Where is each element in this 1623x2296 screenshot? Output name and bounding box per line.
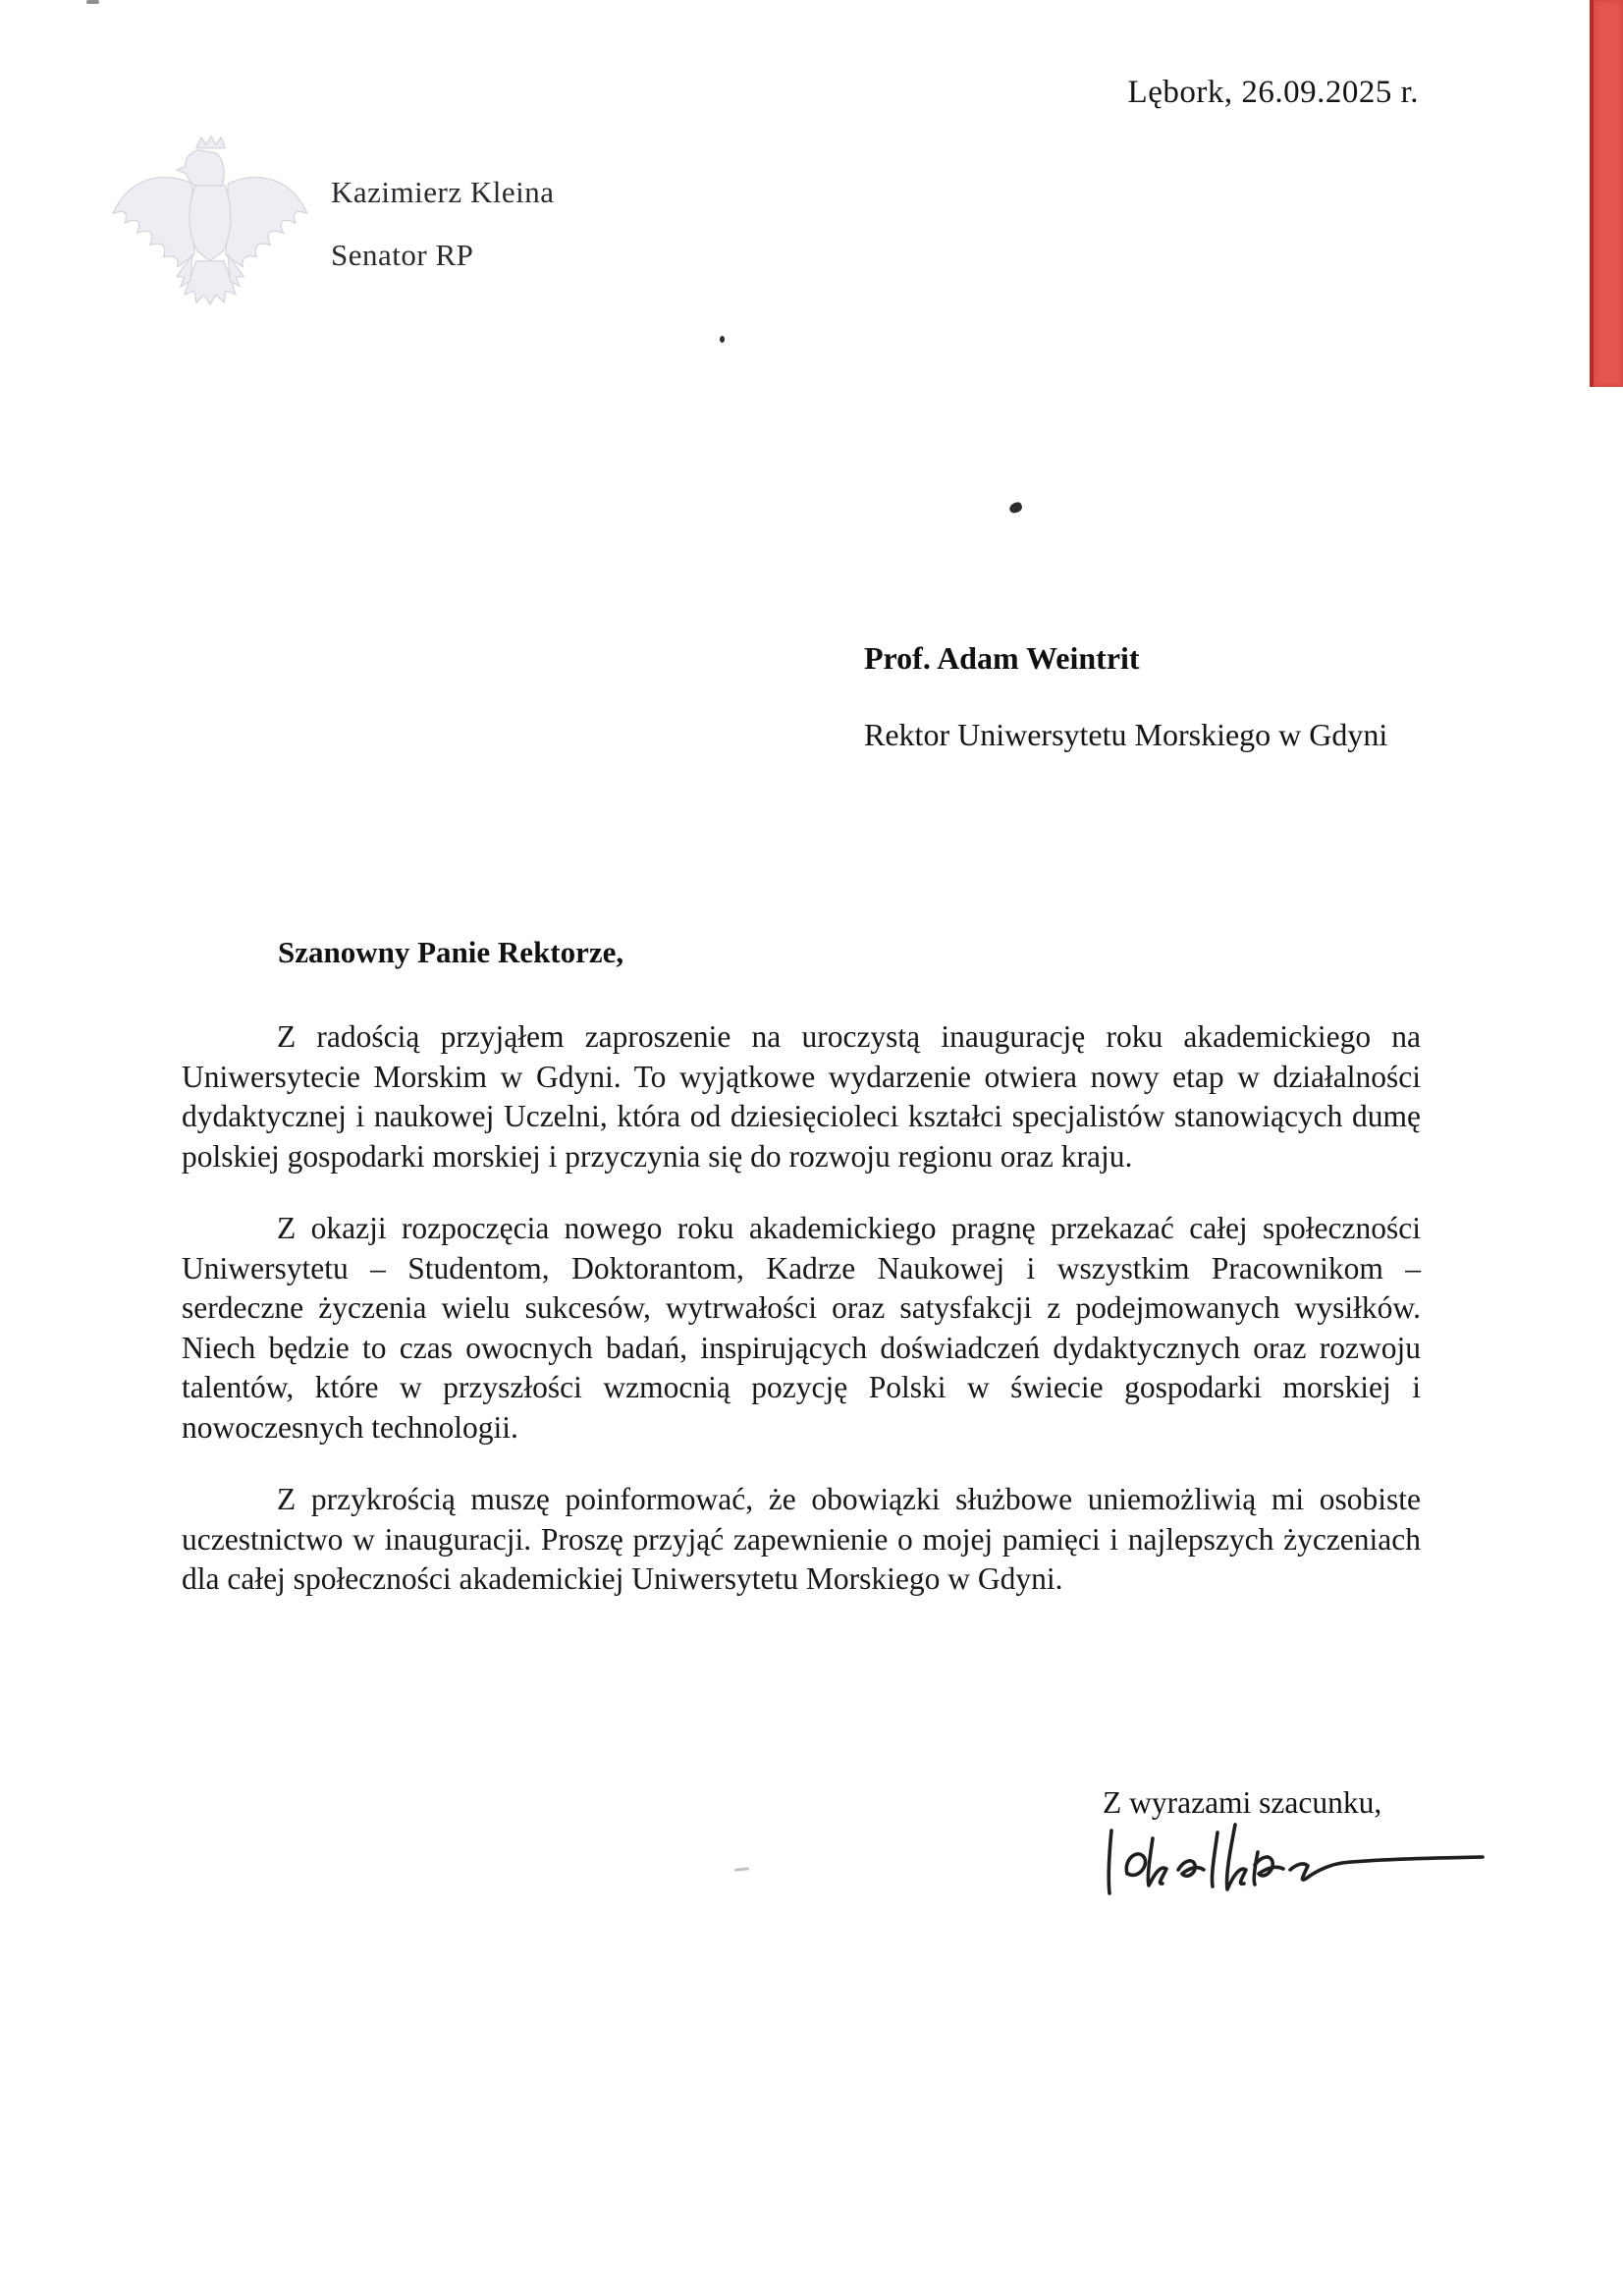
body-paragraph-2: Z okazji rozpoczęcia nowego roku akademickiego pragnę przekazać całej społeczności Uniwersytetu – Studentom, Doktorantom, Kadrze Naukowej i wszystkim Pracownikom – serdeczne życzenia wielu sukcesów, wytrwałości oraz satysfakcji z podejmowanych wysiłków. Niech będzie to czas owocnych badań, inspirujących doświadczeń dydaktycznych oraz rozwoju talentów, które w przyszłości wzmocnią pozycję Polski w świecie gospodarki morskiej i nowoczesnych technologii.: [182, 1211, 1421, 1445]
scan-speck: [86, 0, 99, 4]
scan-speck: [734, 1867, 749, 1872]
salutation: Szanowny Panie Rektorze,: [278, 935, 624, 969]
recipient-name: Prof. Adam Weintrit: [864, 640, 1140, 676]
body-paragraph-3: Z przykrością muszę poinformować, że obowiązki służbowe uniemożliwią mi osobiste uczestnictwo w inauguracji. Proszę przyjąć zapewnienie o mojej pamięci i najlepszych życzeniach dla całej społeczności akademickiej Uniwersytetu Morskiego w Gdyni.: [182, 1482, 1421, 1596]
scan-speck: [720, 336, 725, 343]
body-paragraph-1: Z radością przyjąłem zaproszenie na uroczystą inaugurację roku akademickiego na Uniwersytecie Morskim w Gdyni. To wyjątkowe wydarzenie otwiera nowy etap w działalności dydaktycznej i naukowej Uczelni, która od dziesięcioleci kształci specjalistów stanowiących dumę polskiej gospodarki morskiej i przyczynia się do rozwoju regionu oraz kraju.: [182, 1019, 1421, 1174]
dateline: Lębork, 26.09.2025 r.: [1127, 75, 1419, 110]
scan-speck: [1008, 501, 1024, 515]
sender-title: Senator RP: [331, 238, 474, 272]
red-accent-stripe: [1590, 0, 1623, 387]
letter-body: [182, 1017, 1421, 1632]
recipient-title: Rektor Uniwersytetu Morskiego w Gdyni: [864, 717, 1388, 752]
handwritten-signature: [1098, 1813, 1492, 1907]
closing-phrase: Z wyrazami szacunku,: [1103, 1785, 1382, 1820]
sender-name: Kazimierz Kleina: [331, 175, 555, 209]
polish-eagle-icon: [101, 126, 319, 340]
